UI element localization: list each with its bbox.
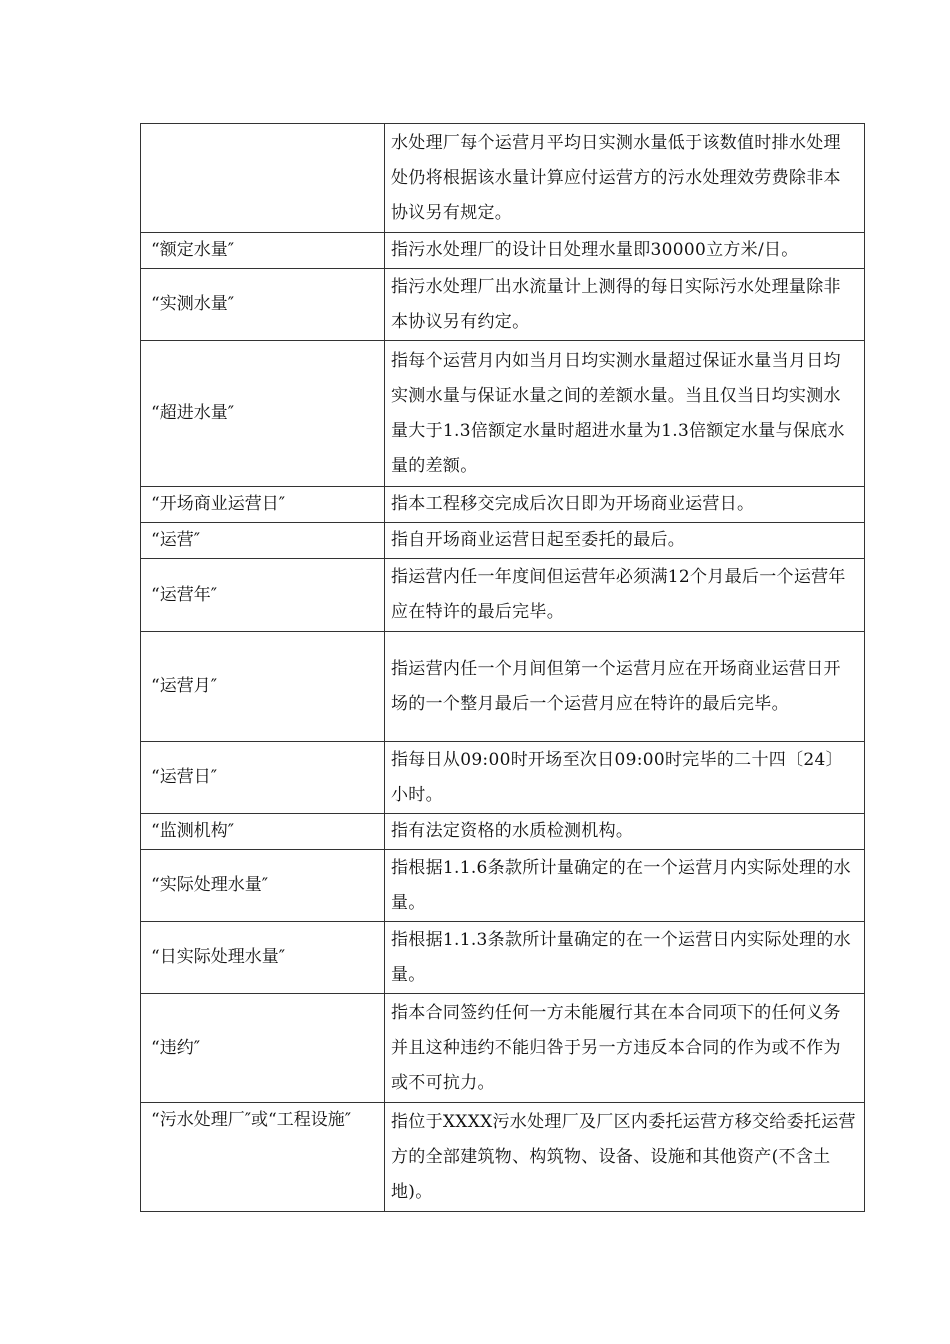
table-row <box>141 922 865 994</box>
description-cell: 指根据1.1.3条款所计量确定的在一个运营日内实际处理的水量。 <box>385 922 865 994</box>
term-cell: “运营年″ <box>141 559 385 632</box>
description-cell: 指污水处理厂的设计日处理水量即30000立方米/日。 <box>385 233 865 269</box>
description-cell: 指根据1.1.6条款所计量确定的在一个运营月内实际处理的水量。 <box>385 850 865 922</box>
description-cell: 指运营内任一个月间但第一个运营月应在开场商业运营日开场的一个整月最后一个运营月应在特许的最后完毕。 <box>385 632 865 742</box>
term-cell: “日实际处理水量″ <box>141 922 385 994</box>
term-cell: “违约″ <box>141 994 385 1103</box>
table-row <box>141 850 865 922</box>
table-row <box>141 559 865 632</box>
table-row <box>141 1103 865 1212</box>
table-row <box>141 814 865 850</box>
table-row <box>141 742 865 814</box>
description-cell: 指有法定资格的水质检测机构。 <box>385 814 865 850</box>
table-row <box>141 269 865 341</box>
description-cell: 指本合同签约任何一方未能履行其在本合同项下的任何义务并且这种违约不能归咎于另一方违反本合同的作为或不作为或不可抗力。 <box>385 994 865 1103</box>
term-cell: “运营月″ <box>141 632 385 742</box>
table-row <box>141 341 865 487</box>
term-cell: “监测机构″ <box>141 814 385 850</box>
table-row <box>141 523 865 559</box>
description-cell: 指本工程移交完成后次日即为开场商业运营日。 <box>385 487 865 523</box>
term-cell: “超进水量″ <box>141 341 385 487</box>
description-cell: 指每日从09:00时开场至次日09:00时完毕的二十四〔24〕小时。 <box>385 742 865 814</box>
term-cell: “实际处理水量″ <box>141 850 385 922</box>
term-cell: “运营日″ <box>141 742 385 814</box>
term-cell <box>141 124 385 233</box>
description-cell: 水处理厂每个运营月平均日实测水量低于该数值时排水处理处仍将根据该水量计算应付运营方的污水处理效劳费除非本协议另有规定。 <box>385 124 865 233</box>
definitions-table <box>140 123 865 1212</box>
table-row <box>141 632 865 742</box>
description-cell: 指污水处理厂出水流量计上测得的每日实际污水处理量除非本协议另有约定。 <box>385 269 865 341</box>
description-cell: 指每个运营月内如当月日均实测水量超过保证水量当月日均实测水量与保证水量之间的差额水量。当且仅当日均实测水量大于1.3倍额定水量时超进水量为1.3倍额定水量与保底水量的差额。 <box>385 341 865 487</box>
description-cell: 指自开场商业运营日起至委托的最后。 <box>385 523 865 559</box>
term-cell: “污水处理厂″或“工程设施″ <box>141 1103 385 1212</box>
term-cell: “额定水量″ <box>141 233 385 269</box>
table-row <box>141 487 865 523</box>
description-cell: 指位于XXXX污水处理厂及厂区内委托运营方移交给委托运营方的全部建筑物、构筑物、设备、设施和其他资产(不含土地)。 <box>385 1103 865 1212</box>
table-row <box>141 233 865 269</box>
term-cell: “实测水量″ <box>141 269 385 341</box>
term-cell: “开场商业运营日″ <box>141 487 385 523</box>
description-cell: 指运营内任一年度间但运营年必须满12个月最后一个运营年应在特许的最后完毕。 <box>385 559 865 632</box>
table-row <box>141 124 865 233</box>
term-cell: “运营″ <box>141 523 385 559</box>
table-row <box>141 994 865 1103</box>
